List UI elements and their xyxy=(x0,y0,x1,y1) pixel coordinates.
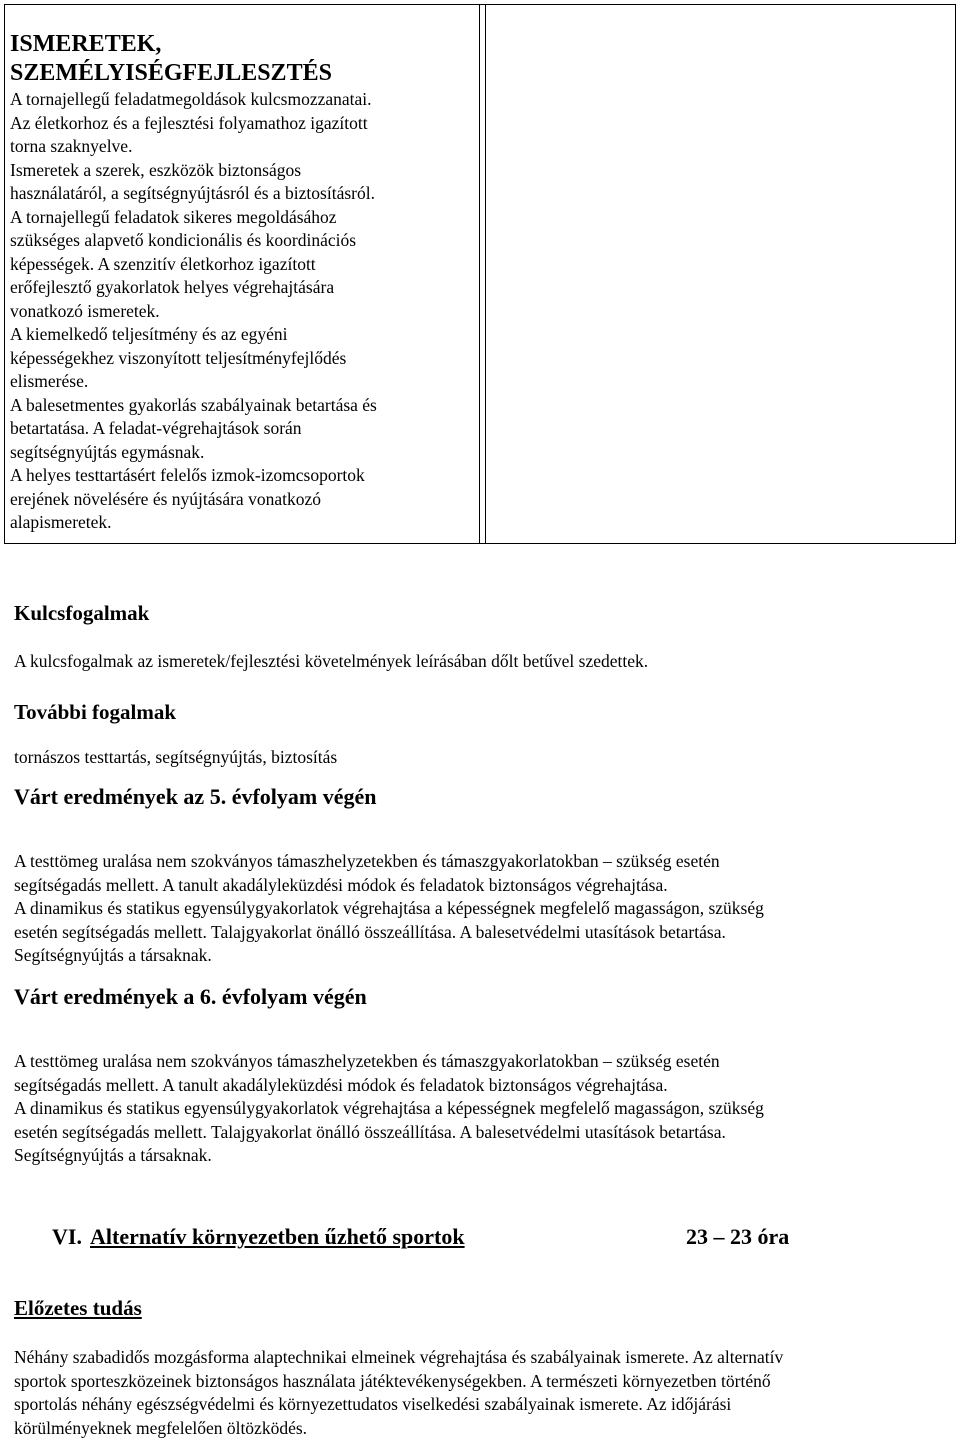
cell-text-line: betartatása. A feladat-végrehajtások során xyxy=(10,418,302,438)
cell-title-line: ISMERETEK, xyxy=(10,31,162,57)
elozetes-line: körülményeknek megfelelően öltözködés. xyxy=(14,1417,308,1438)
grade6-line: Segítségnyújtás a társaknak. xyxy=(14,1145,212,1165)
grade6-paragraph xyxy=(14,1050,944,1168)
grade6-heading: Várt eredmények a 6. évfolyam végén xyxy=(14,984,367,1009)
section-title: Alternatív környezetben űzhető sportok xyxy=(90,1224,465,1249)
cell-text-line: Ismeretek a szerek, eszközök biztonságos xyxy=(10,159,302,180)
cell-text-line: segítségnyújtás egymásnak. xyxy=(10,441,205,462)
grade6-line: segítségadás mellett. A tanult akadályleküzdési módok és feladatok biztonságos végrehajtása. xyxy=(14,1074,668,1095)
cell-text-line: elismerése. xyxy=(10,371,89,391)
grade6-line: A testtömeg uralása nem szokványos támaszhelyzetekben és támaszgyakorlatokban – szükség esetén xyxy=(14,1051,720,1071)
cell-text-line: használatáról, a segítségnyújtásról és a biztosításról. xyxy=(10,183,375,203)
section-hours: 23 – 23 óra xyxy=(686,1224,790,1249)
elozetes-line: sportolás néhány egészségvédelmi és környezettudatos viselkedési szabályainak ismerete. Az időjárási xyxy=(14,1394,732,1414)
cell-text-line: alapismeretek. xyxy=(10,512,112,532)
cell-title-line: SZEMÉLYISÉGFEJLESZTÉS xyxy=(10,60,332,86)
cell-text-line: erőfejlesztő gyakorlatok helyes végrehajtására xyxy=(10,277,335,297)
kulcsfogalmak-text: A kulcsfogalmak az ismeretek/fejlesztési követelmények leírásában dőlt betűvel szedettek. xyxy=(14,651,649,671)
elozetes-tudas-paragraph xyxy=(14,1346,944,1440)
kulcsfogalmak-heading: Kulcsfogalmak xyxy=(14,601,150,625)
cell-text-line: képességekhez viszonyított teljesítményfejlődés xyxy=(10,347,347,368)
grade5-line: A dinamikus és statikus egyensúlygyakorlatok végrehajtása a képességnek megfelelő magasságon, szükség xyxy=(14,898,764,918)
cell-text-line: képességek. A szenzitív életkorhoz igazított xyxy=(10,253,316,274)
tovabbi-fogalmak-heading: További fogalmak xyxy=(14,700,177,724)
elozetes-line: sportok sporteszközeinek biztonságos használata játéktevékenységekben. A természeti környezetben történő xyxy=(14,1370,771,1391)
tovabbi-fogalmak-text: tornászos testtartás, segítségnyújtás, biztosítás xyxy=(14,747,338,767)
grade5-line: segítségadás mellett. A tanult akadályleküzdési módok és feladatok biztonságos végrehajtása. xyxy=(14,874,668,895)
table-column-divider xyxy=(479,5,480,543)
cell-text-line: A tornajellegű feladatmegoldások kulcsmozzanatai. xyxy=(10,89,372,109)
section-number: VI. xyxy=(52,1224,82,1249)
elozetes-tudas-heading: Előzetes tudás xyxy=(14,1296,142,1320)
cell-text-line: vonatkozó ismeretek. xyxy=(10,300,160,321)
grade6-line: A dinamikus és statikus egyensúlygyakorlatok végrehajtása a képességnek megfelelő magasságon, szükség xyxy=(14,1098,764,1118)
cell-text-line: szükséges alapvető kondicionális és koordinációs xyxy=(10,230,357,250)
grade5-line: esetén segítségadás mellett. Talajgyakorlat önálló összeállítása. A balesetvédelmi utasítások betartása. xyxy=(14,921,726,942)
cell-text-line: A kiemelkedő teljesítmény és az egyéni xyxy=(10,324,288,344)
elozetes-line: Néhány szabadidős mozgásforma alaptechnikai elmeinek végrehajtása és szabályainak ismerete. Az alternatív xyxy=(14,1347,784,1367)
grade5-heading: Várt eredmények az 5. évfolyam végén xyxy=(14,784,377,809)
table-column-divider xyxy=(485,5,486,543)
cell-text-line: erejének növelésére és nyújtására vonatkozó xyxy=(10,488,321,509)
cell-text-line: torna szaknyelve. xyxy=(10,136,133,156)
cell-text-line: A tornajellegű feladatok sikeres megoldásához xyxy=(10,206,337,227)
cell-text-line: A balesetmentes gyakorlás szabályainak betartása és xyxy=(10,394,377,415)
cell-text-line: A helyes testtartásért felelős izmok-izomcsoportok xyxy=(10,465,365,485)
grade6-line: esetén segítségadás mellett. Talajgyakorlat önálló összeállítása. A balesetvédelmi utasítások betartása. xyxy=(14,1121,726,1142)
grade5-line: A testtömeg uralása nem szokványos támaszhelyzetekben és támaszgyakorlatokban – szükség esetén xyxy=(14,851,720,871)
grade5-line: Segítségnyújtás a társaknak. xyxy=(14,945,212,965)
cell-text-line: Az életkorhoz és a fejlesztési folyamathoz igazított xyxy=(10,112,368,133)
grade5-paragraph xyxy=(14,850,944,968)
table-left-cell xyxy=(10,30,470,535)
